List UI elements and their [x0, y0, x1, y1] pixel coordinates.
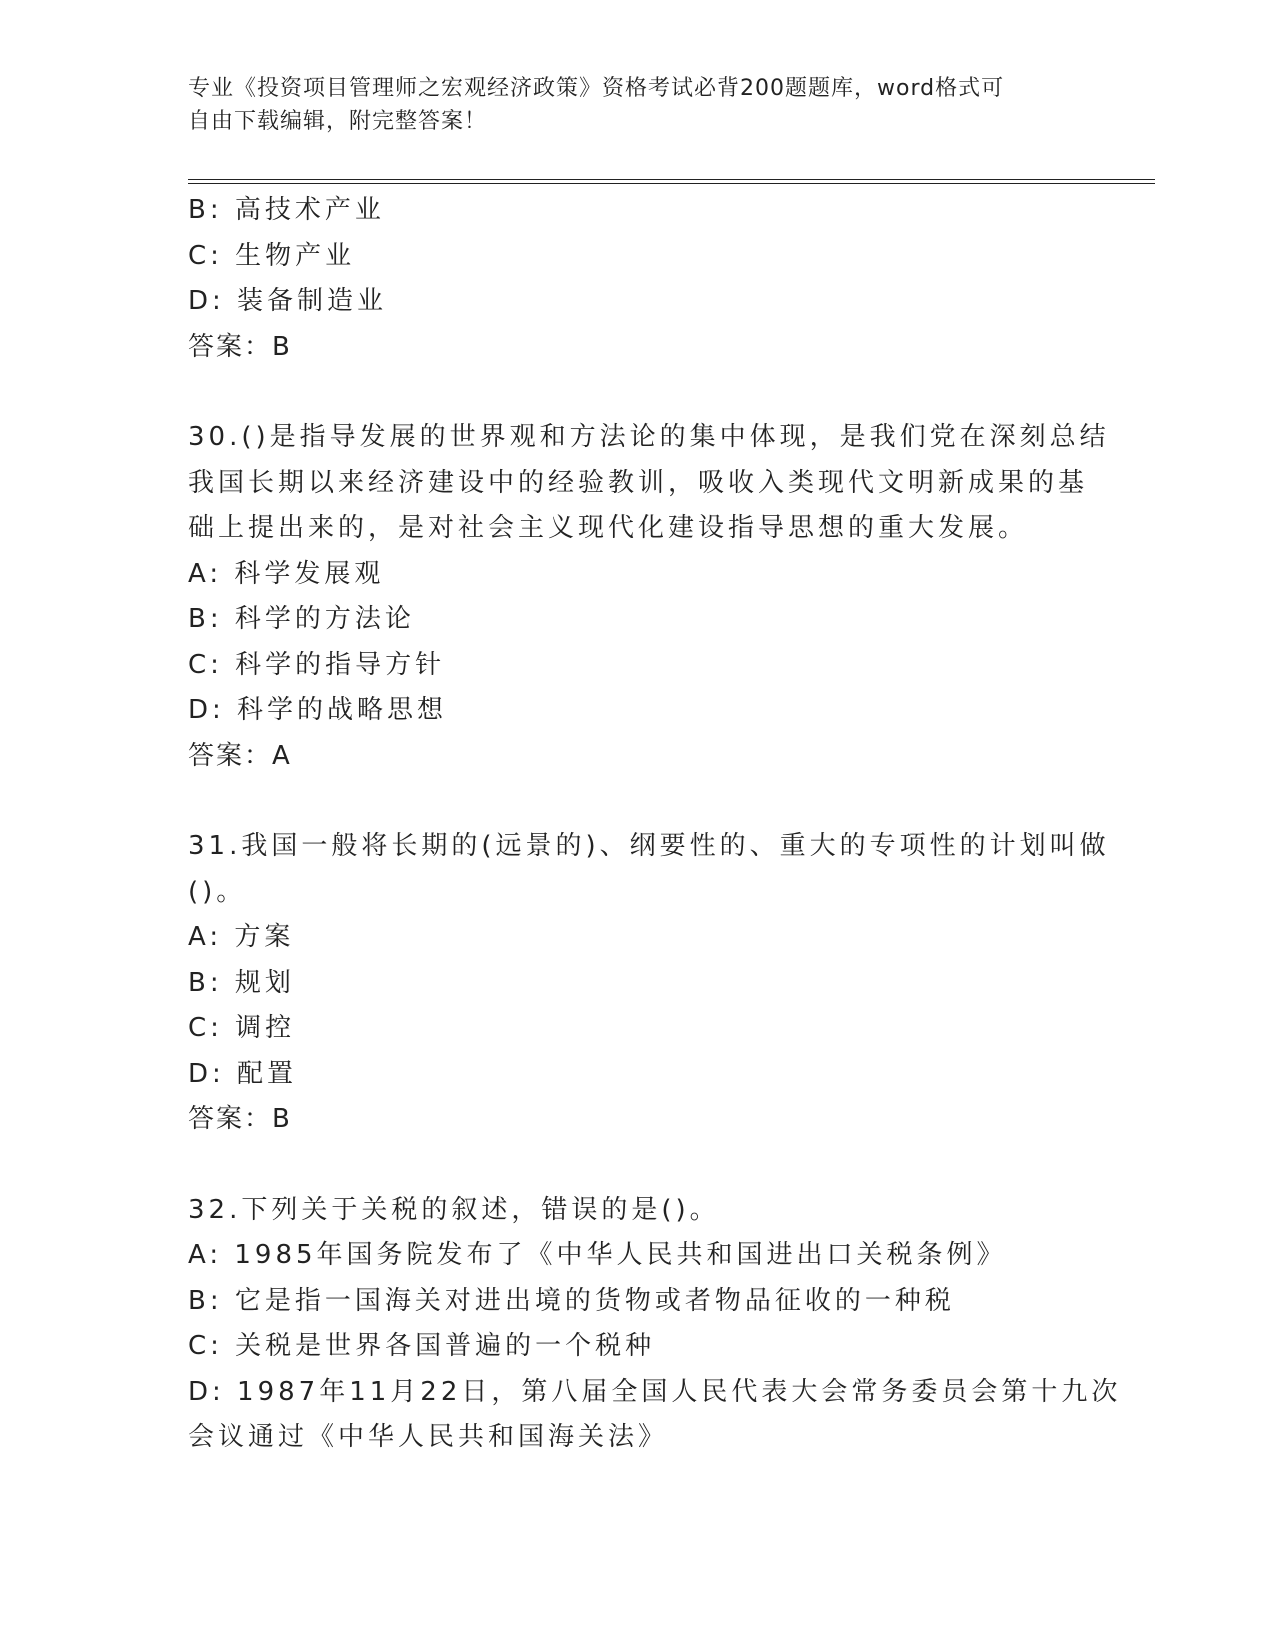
option-d-continuation: 会议通过《中华人民共和国海关法》	[188, 1422, 669, 1452]
question-spacer	[188, 1143, 1088, 1188]
question-text-line: 我国长期以来经济建设中的经验教训，吸收入类现代文明新成果的基	[188, 467, 1089, 498]
question-text-line: 32.下列关于关税的叙述，错误的是()。	[188, 1194, 720, 1225]
option-d: D: 科学的战略思想	[188, 695, 448, 725]
option-c: C: 调控	[188, 1013, 296, 1043]
question-31	[188, 824, 1110, 1143]
header-rule-top	[188, 179, 1155, 180]
question-spacer	[188, 779, 1088, 824]
option-c: C: 科学的指导方针	[188, 649, 446, 680]
option-b: B: 它是指一国海关对进出境的货物或者物品征收的一种税	[188, 1285, 955, 1316]
option-d: D: 1987年11月22日，第八届全国人民代表大会常务委员会第十九次	[188, 1376, 1122, 1407]
question-text-line: 30.()是指导发展的世界观和方法论的集中体现，是我们党在深刻总结	[188, 422, 1110, 452]
option-d: D: 装备制造业	[188, 286, 388, 316]
option-c: C: 生物产业	[188, 240, 356, 271]
option-d: D: 配置	[188, 1058, 298, 1089]
option-b: B: 规划	[188, 967, 295, 998]
question-29-tail	[188, 188, 1088, 370]
question-text-line: 31.我国一般将长期的(远景的)、纲要性的、重大的专项性的计划叫做	[188, 831, 1110, 861]
answer-text: 答案：A	[188, 740, 292, 771]
question-text-line: ()。	[188, 876, 247, 907]
answer-text: 答案：B	[188, 331, 292, 362]
question-text-line: 础上提出来的，是对社会主义现代化建设指导思想的重大发展。	[188, 513, 1029, 543]
header-line-2: 自由下载编辑，附完整答案！	[188, 109, 488, 134]
question-30	[188, 415, 1110, 779]
option-a: A: 方案	[188, 922, 295, 952]
header-line-1: 专业《投资项目管理师之宏观经济政策》资格考试必背200题题库，word格式可	[188, 76, 1005, 101]
option-a: A: 1985年国务院发布了《中华人民共和国进出口关税条例》	[188, 1240, 1007, 1270]
document-body	[188, 188, 1122, 1461]
option-b: B: 高技术产业	[188, 195, 385, 225]
answer-text: 答案：B	[188, 1104, 292, 1134]
header-rule-bottom	[188, 183, 1155, 184]
question-32	[188, 1188, 1122, 1461]
option-b: B: 科学的方法论	[188, 604, 415, 634]
page-header	[188, 72, 1068, 138]
option-a: A: 科学发展观	[188, 558, 385, 589]
option-c: C: 关税是世界各国普遍的一个税种	[188, 1331, 656, 1361]
question-spacer	[188, 370, 1088, 415]
